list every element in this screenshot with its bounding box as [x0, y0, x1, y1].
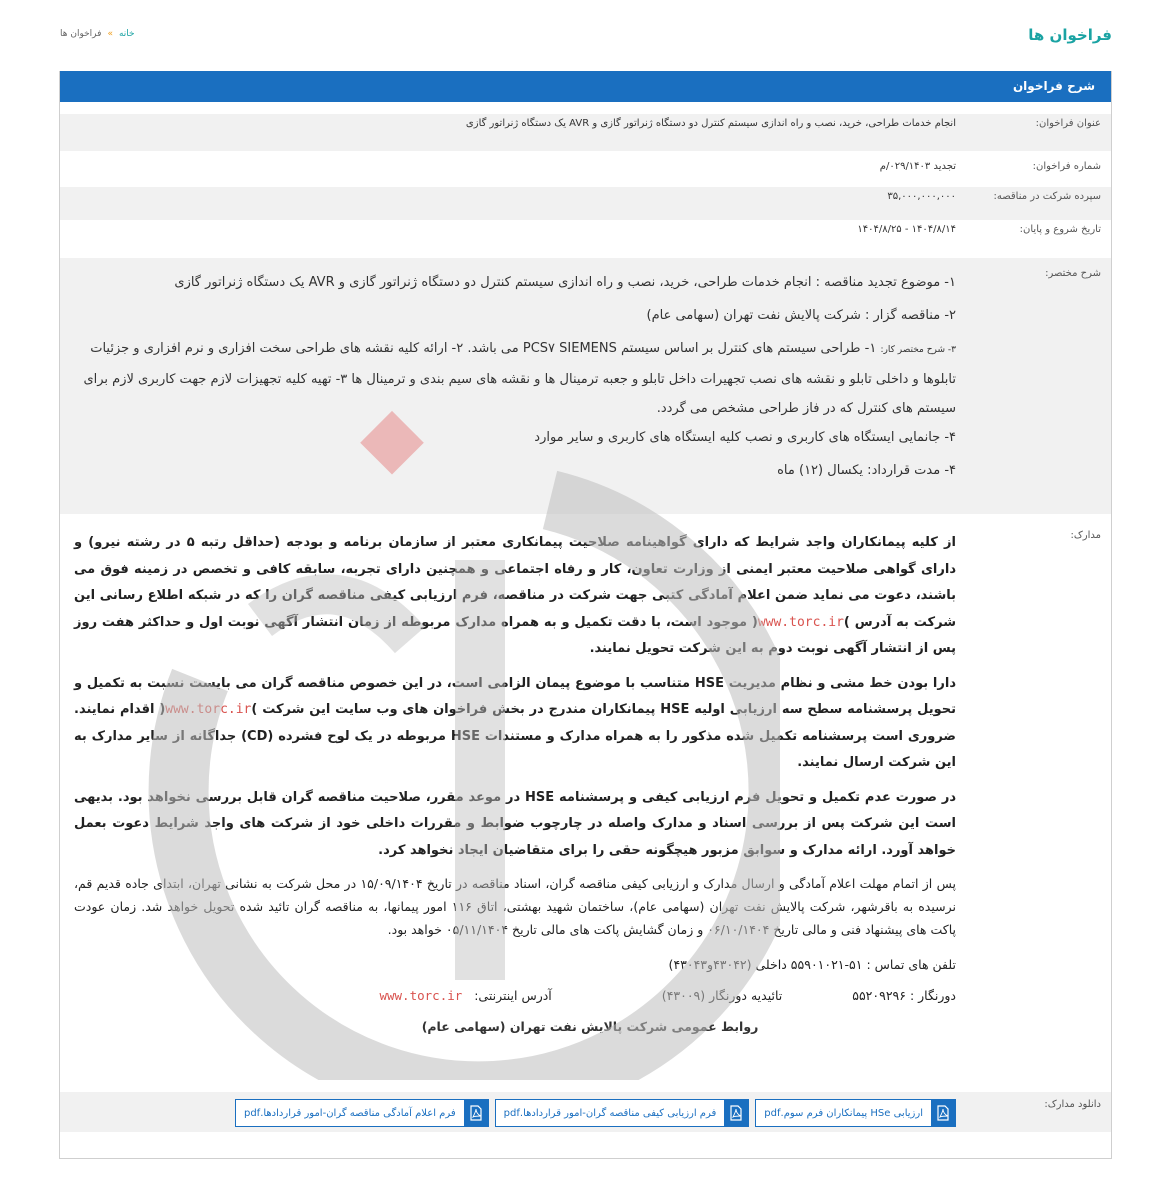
field-documents	[60, 514, 1111, 1092]
breadcrumb-home[interactable]: خانه	[118, 29, 135, 39]
field-label: سپرده شرکت در مناقصه:	[993, 191, 1101, 202]
summary-line-3-text: ۱- طراحی سیستم های کنترل بر اساس سیستم PCS۷ SIEMENS می باشد. ۲- ارائه کلیه نقشه های طراحی سخت افزاری و نرم افزاری و جزئیات تابلوها و داخلی تابلو و نقشه های نصب تجهیرات داخل تابلو و جعبه ترمینال ها و نقشه های سیم بندی و ترمینال ها ۳- تهیه کلیه تجهیزات لازم جهت کاربری لازم برای سیستم های کنترل که در فاز طراحی مشخص می گردد.	[83, 341, 956, 416]
field-value	[60, 268, 956, 514]
summary-line-1: ۱- موضوع تجدید مناقصه : انجام خدمات طراحی، خرید، نصب و راه اندازی سیستم کنترل دو دستگاه ژنراتور گازی و AVR یک دستگاه ژنراتور گازی	[174, 275, 956, 290]
field-download	[60, 1092, 1111, 1132]
summary-line-2: ۲- مناقصه گزار : شرکت پالایش نفت تهران (سهامی عام)	[646, 308, 956, 323]
documents-paragraph-4: پس از اتمام مهلت اعلام آمادگی و ارسال مدارک و ارزیابی کیفی مناقصه گران، اسناد مناقصه در تاریخ ۱۵/۰۹/۱۴۰۴ در محل شرکت به نشانی تهران، ابتدای جاده قدیم قم، نرسیده به باقرشهر، شرکت پالایش نفت تهران (سهامی عام)، ساختمان شهید بهشتی، اتاق ۱۱۶ امور پیمانها، به مناقصه گران تائید شده تحویل خواهد شد. زمان عودت پاکت های پیشنهاد فنی و مالی تاریخ ۰۶/۱۰/۱۴۰۴ و زمان گشایش پاکت های مالی تاریخ ۰۵/۱۱/۱۴۰۴ خواهد بود.	[74, 876, 956, 937]
chevron-left-icon: »	[107, 29, 113, 39]
page-title: فراخوان ها	[1028, 26, 1112, 44]
phone-line	[74, 949, 956, 980]
documents-p2-text-a: دارا بودن خط مشی و نظام مدیریت HSE متناسب با موضوع پیمان الزامی است، در این خصوص مناقصه گران می بایست نسبت به تکمیل و تحویل پرسشنامه سطح سه ارزیابی اولیه HSE پیمانکاران مندرج در بخش فراخوان های وب سایت این شرکت )	[74, 675, 956, 717]
summary-line-3-prefix: ۳- شرح مختصر کار:	[880, 345, 956, 355]
summary-line-4: ۴- جانمایی ایستگاه های کاربری و نصب کلیه ایستگاه های کاربری و سایر موارد	[534, 430, 956, 445]
field-title	[60, 114, 1111, 151]
tender-panel	[59, 71, 1112, 1159]
download-file-button[interactable]	[235, 1099, 489, 1127]
breadcrumb	[60, 29, 135, 39]
field-label: شماره فراخوان:	[1032, 161, 1101, 172]
field-label: عنوان فراخوان:	[1035, 118, 1101, 129]
summary-line-5: ۴- مدت قرارداد: یکسال (۱۲) ماه	[777, 463, 956, 478]
documents-paragraph-2	[74, 671, 956, 777]
public-relations-signature: روابط عمومی شرکت پالایش نفت تهران (سهامی عام)	[421, 1019, 759, 1034]
documents-p1-text-a: از کلیه پیمانکاران واجد شرایط که دارای گواهینامه صلاحیت پیمانکاری معتبر از سازمان برنامه و بودجه (حداقل رتبه ۵ در رشته نیرو) و دارای گواهی صلاحیت معتبر ایمنی از وزارت تعاون، کار و رفاه اجتماعی و همچنین دارای تجربه، سابقه کافی و تخصص در زمینه فوق می باشند، دعوت می نماید ضمن اعلام آمادگی کتبی جهت شرکت در مناقصه، فرم ارزیابی کیفی مناقصه گران را که در شبکه اطلاع رسانی این شرکت به آدرس )	[74, 535, 956, 630]
fax-number: دورنگار : ۵۵۲۰۹۲۹۶	[852, 988, 956, 1003]
summary-line-3	[74, 334, 956, 423]
web-address	[379, 980, 551, 1011]
documents-paragraph-1	[74, 530, 956, 663]
download-list	[80, 1099, 956, 1127]
field-summary	[60, 258, 1111, 514]
download-file-button[interactable]	[495, 1099, 750, 1127]
field-dates	[60, 220, 1111, 258]
fax-line	[74, 980, 956, 1011]
website-link[interactable]: www.torc.ir	[165, 702, 252, 717]
download-file-name: فرم اعلام آمادگی مناقصه گران-امور قراردادها.pdf	[243, 1107, 456, 1119]
field-label: دانلود مدارک:	[1044, 1099, 1101, 1110]
documents-p1-text-b: ( موجود است، با دقت تکمیل و به همراه مدارک مربوطه از زمان انتشار آگهی نوبت اول و حداکثر هفت روز پس از انتشار آگهی نوبت دوم به این شرکت تحویل نمایند.	[74, 614, 956, 656]
field-value: تجدید ۰۲۹/۱۴۰۳/م	[879, 161, 956, 172]
download-file-name: ارزیابی HSe پیمانکاران فرم سوم.pdf	[764, 1107, 923, 1119]
pdf-file-icon	[724, 1100, 748, 1126]
breadcrumb-current: فراخوان ها	[60, 29, 102, 39]
documents-p2-text-b: ( اقدام نمایند. ضروری است پرسشنامه تکمیل شده مذکور را به همراه مدارک و مستندات HSE مربوطه در یک لوح فشرده (CD) جداگانه از سایر مدارک به این شرکت ارسال نمایند.	[74, 702, 956, 770]
documents-paragraph-3: در صورت عدم تکمیل و تحویل فرم ارزیابی کیفی و پرسشنامه HSE در موعد مقرر، صلاحیت مناقصه گران قابل بررسی نخواهد بود. بدیهی است این شرکت پس از بررسی اسناد و مدارک واصله در چارچوب ضوابط و مقررات داخلی خود از شرکت های واجد شرایط دعوت بعمل خواهد آورد. ارائه مدارک و سوابق مزبور هیچگونه حقی را برای متقاضیان ایجاد نخواهد کرد.	[74, 789, 956, 858]
pdf-file-icon	[931, 1100, 955, 1126]
field-value: ۳۵,۰۰۰,۰۰۰,۰۰۰	[887, 191, 956, 202]
web-address-label: آدرس اینترنتی:	[474, 988, 552, 1003]
download-file-button[interactable]	[755, 1099, 956, 1127]
field-label: تاریخ شروع و پایان:	[1019, 224, 1101, 235]
field-value	[60, 530, 956, 1092]
panel-header: شرح فراخوان	[60, 71, 1111, 102]
phone-numbers: تلفن های تماس : ۵۱-۵۵۹۰۱۰۲۱ داخلی (۴۳۰۴۲و۴۳۰۴۳)	[668, 957, 956, 972]
field-value: ۱۴۰۴/۸/۱۴ - ۱۴۰۴/۸/۲۵	[857, 224, 956, 235]
field-deposit	[60, 187, 1111, 220]
download-file-name: فرم ارزیابی کیفی مناقصه گران-امور قراردادها.pdf	[503, 1107, 717, 1119]
field-label: مدارک:	[1070, 530, 1101, 541]
website-link[interactable]: www.torc.ir	[379, 988, 463, 1003]
field-number	[60, 151, 1111, 187]
field-label: شرح مختصر:	[1045, 268, 1101, 279]
fax-confirm: تائیدیه دورنگار (۴۳۰۰۹)	[661, 988, 783, 1003]
pdf-file-icon	[464, 1100, 488, 1126]
field-value	[60, 1099, 956, 1132]
website-link[interactable]: www.torc.ir	[757, 614, 844, 630]
field-value: انجام خدمات طراحی، خرید، نصب و راه اندازی سیستم کنترل دو دستگاه ژنراتور گازی و AVR یک دستگاه ژنراتور گازی	[465, 118, 956, 129]
